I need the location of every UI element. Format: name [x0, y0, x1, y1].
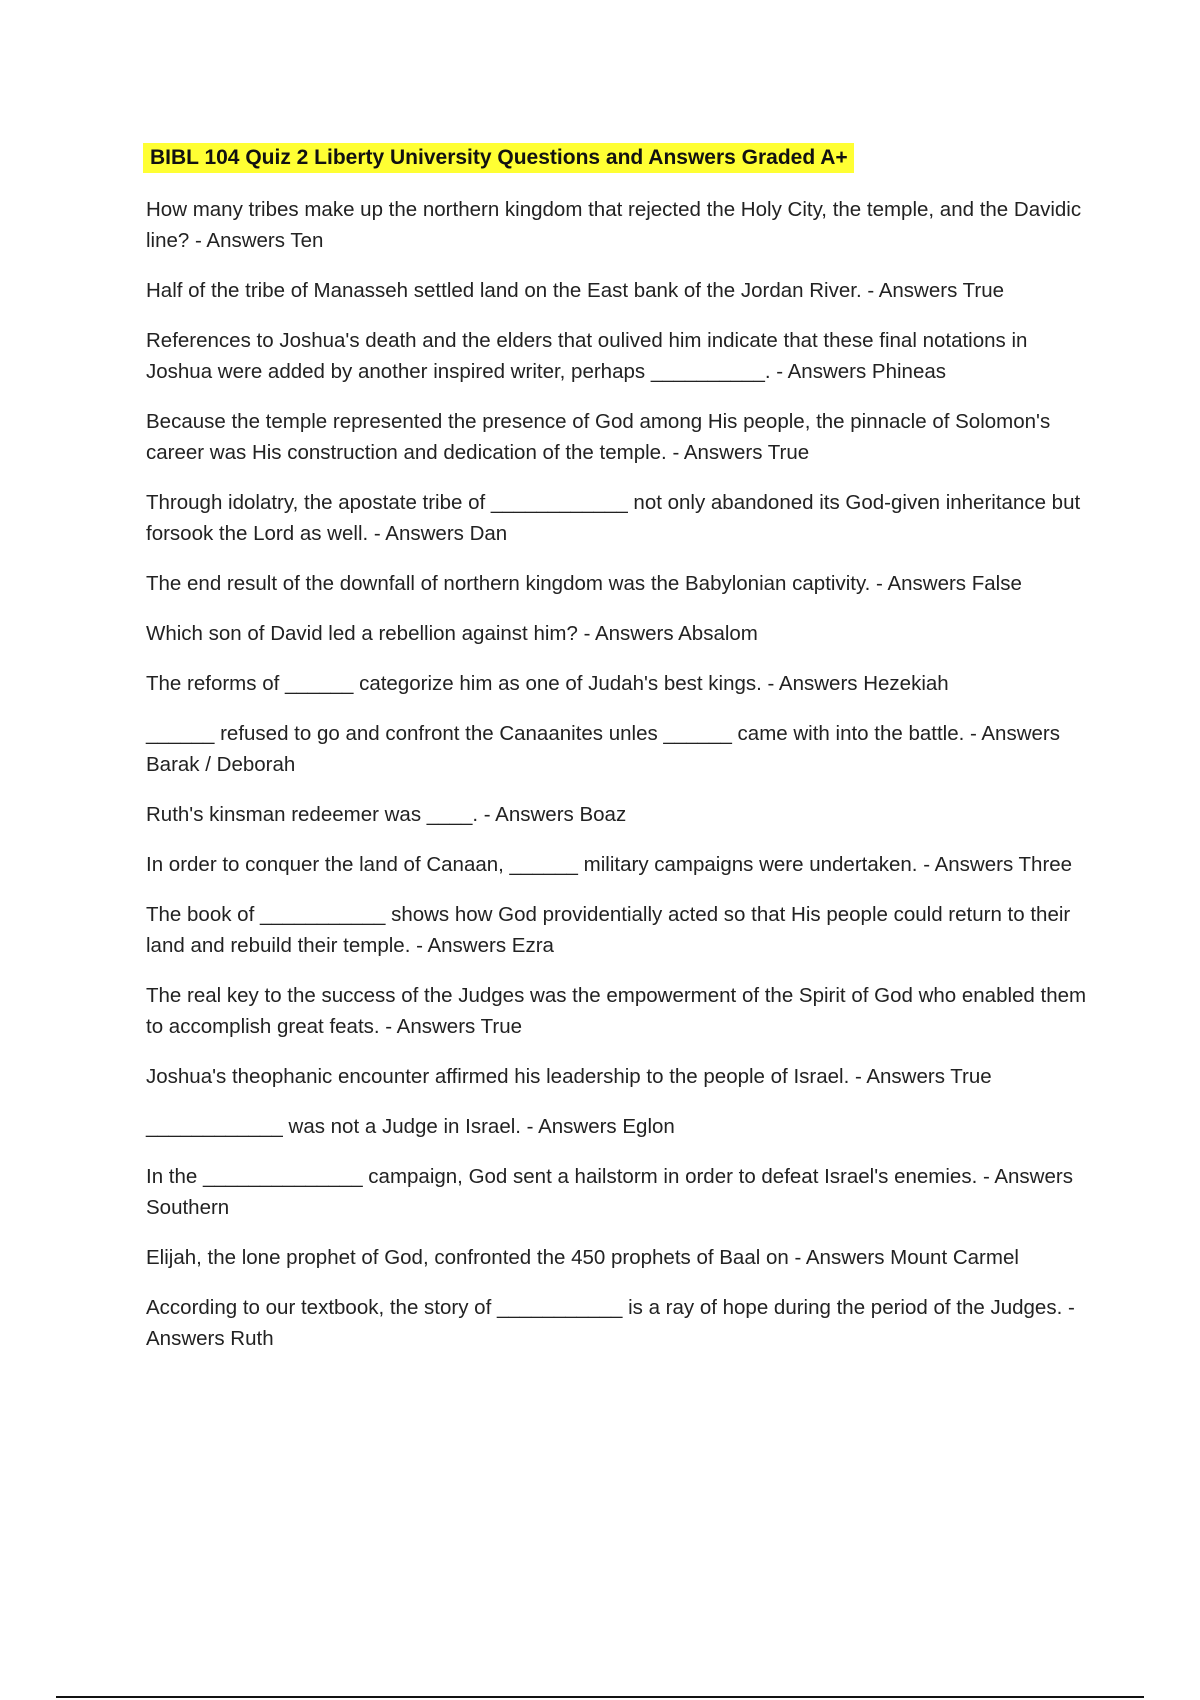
qa-item-3: References to Joshua's death and the elders that oulived him indicate that these final notations in Joshua were added by another inspired writer, perhaps __________. - Answers Phineas: [146, 329, 1028, 383]
qa-item-12: The book of ___________ shows how God providentially acted so that His people could return to their land and rebuild their temple. - Answers Ezra: [146, 903, 1071, 957]
qa-item-13: The real key to the success of the Judges was the empowerment of the Spirit of God who enabled them to accomplish great feats. - Answers True: [146, 984, 1087, 1038]
qa-item-15: ____________ was not a Judge in Israel. - Answers Eglon: [146, 1115, 675, 1138]
question-answer-list: [146, 194, 1091, 1373]
title-wrapper: [143, 143, 854, 173]
qa-item-9: ______ refused to go and confront the Canaanites unles ______ came with into the battle. - Answers Barak / Deborah: [146, 722, 1060, 776]
qa-item-18: According to our textbook, the story of ___________ is a ray of hope during the period of the Judges. - Answers Ruth: [146, 1296, 1075, 1350]
qa-item-16: In the ______________ campaign, God sent a hailstorm in order to defeat Israel's enemies. - Answers Southern: [146, 1165, 1073, 1219]
qa-item-10: Ruth's kinsman redeemer was ____. - Answers Boaz: [146, 803, 627, 826]
qa-item-14: Joshua's theophanic encounter affirmed his leadership to the people of Israel. - Answers True: [146, 1065, 992, 1088]
qa-item-1: How many tribes make up the northern kingdom that rejected the Holy City, the temple, and the Davidic line? - Answers Ten: [146, 198, 1082, 252]
qa-item-4: Because the temple represented the presence of God among His people, the pinnacle of Solomon's career was His construction and dedication of the temple. - Answers True: [146, 410, 1051, 464]
qa-item-2: Half of the tribe of Manasseh settled land on the East bank of the Jordan River. - Answers True: [146, 279, 1005, 302]
qa-item-7: Which son of David led a rebellion against him? - Answers Absalom: [146, 622, 758, 645]
qa-item-5: Through idolatry, the apostate tribe of ____________ not only abandoned its God-given inheritance but forsook the Lord as well. - Answers Dan: [146, 491, 1081, 545]
document-title: BIBL 104 Quiz 2 Liberty University Questions and Answers Graded A+: [143, 143, 854, 173]
footer-divider: [56, 1696, 1144, 1698]
qa-item-6: The end result of the downfall of northern kingdom was the Babylonian captivity. - Answers False: [146, 572, 1022, 595]
qa-item-8: The reforms of ______ categorize him as one of Judah's best kings. - Answers Hezekiah: [146, 672, 949, 695]
qa-item-11: In order to conquer the land of Canaan, ______ military campaigns were undertaken. - Answers Three: [146, 853, 1073, 876]
qa-item-17: Elijah, the lone prophet of God, confronted the 450 prophets of Baal on - Answers Mount Carmel: [146, 1246, 1019, 1269]
